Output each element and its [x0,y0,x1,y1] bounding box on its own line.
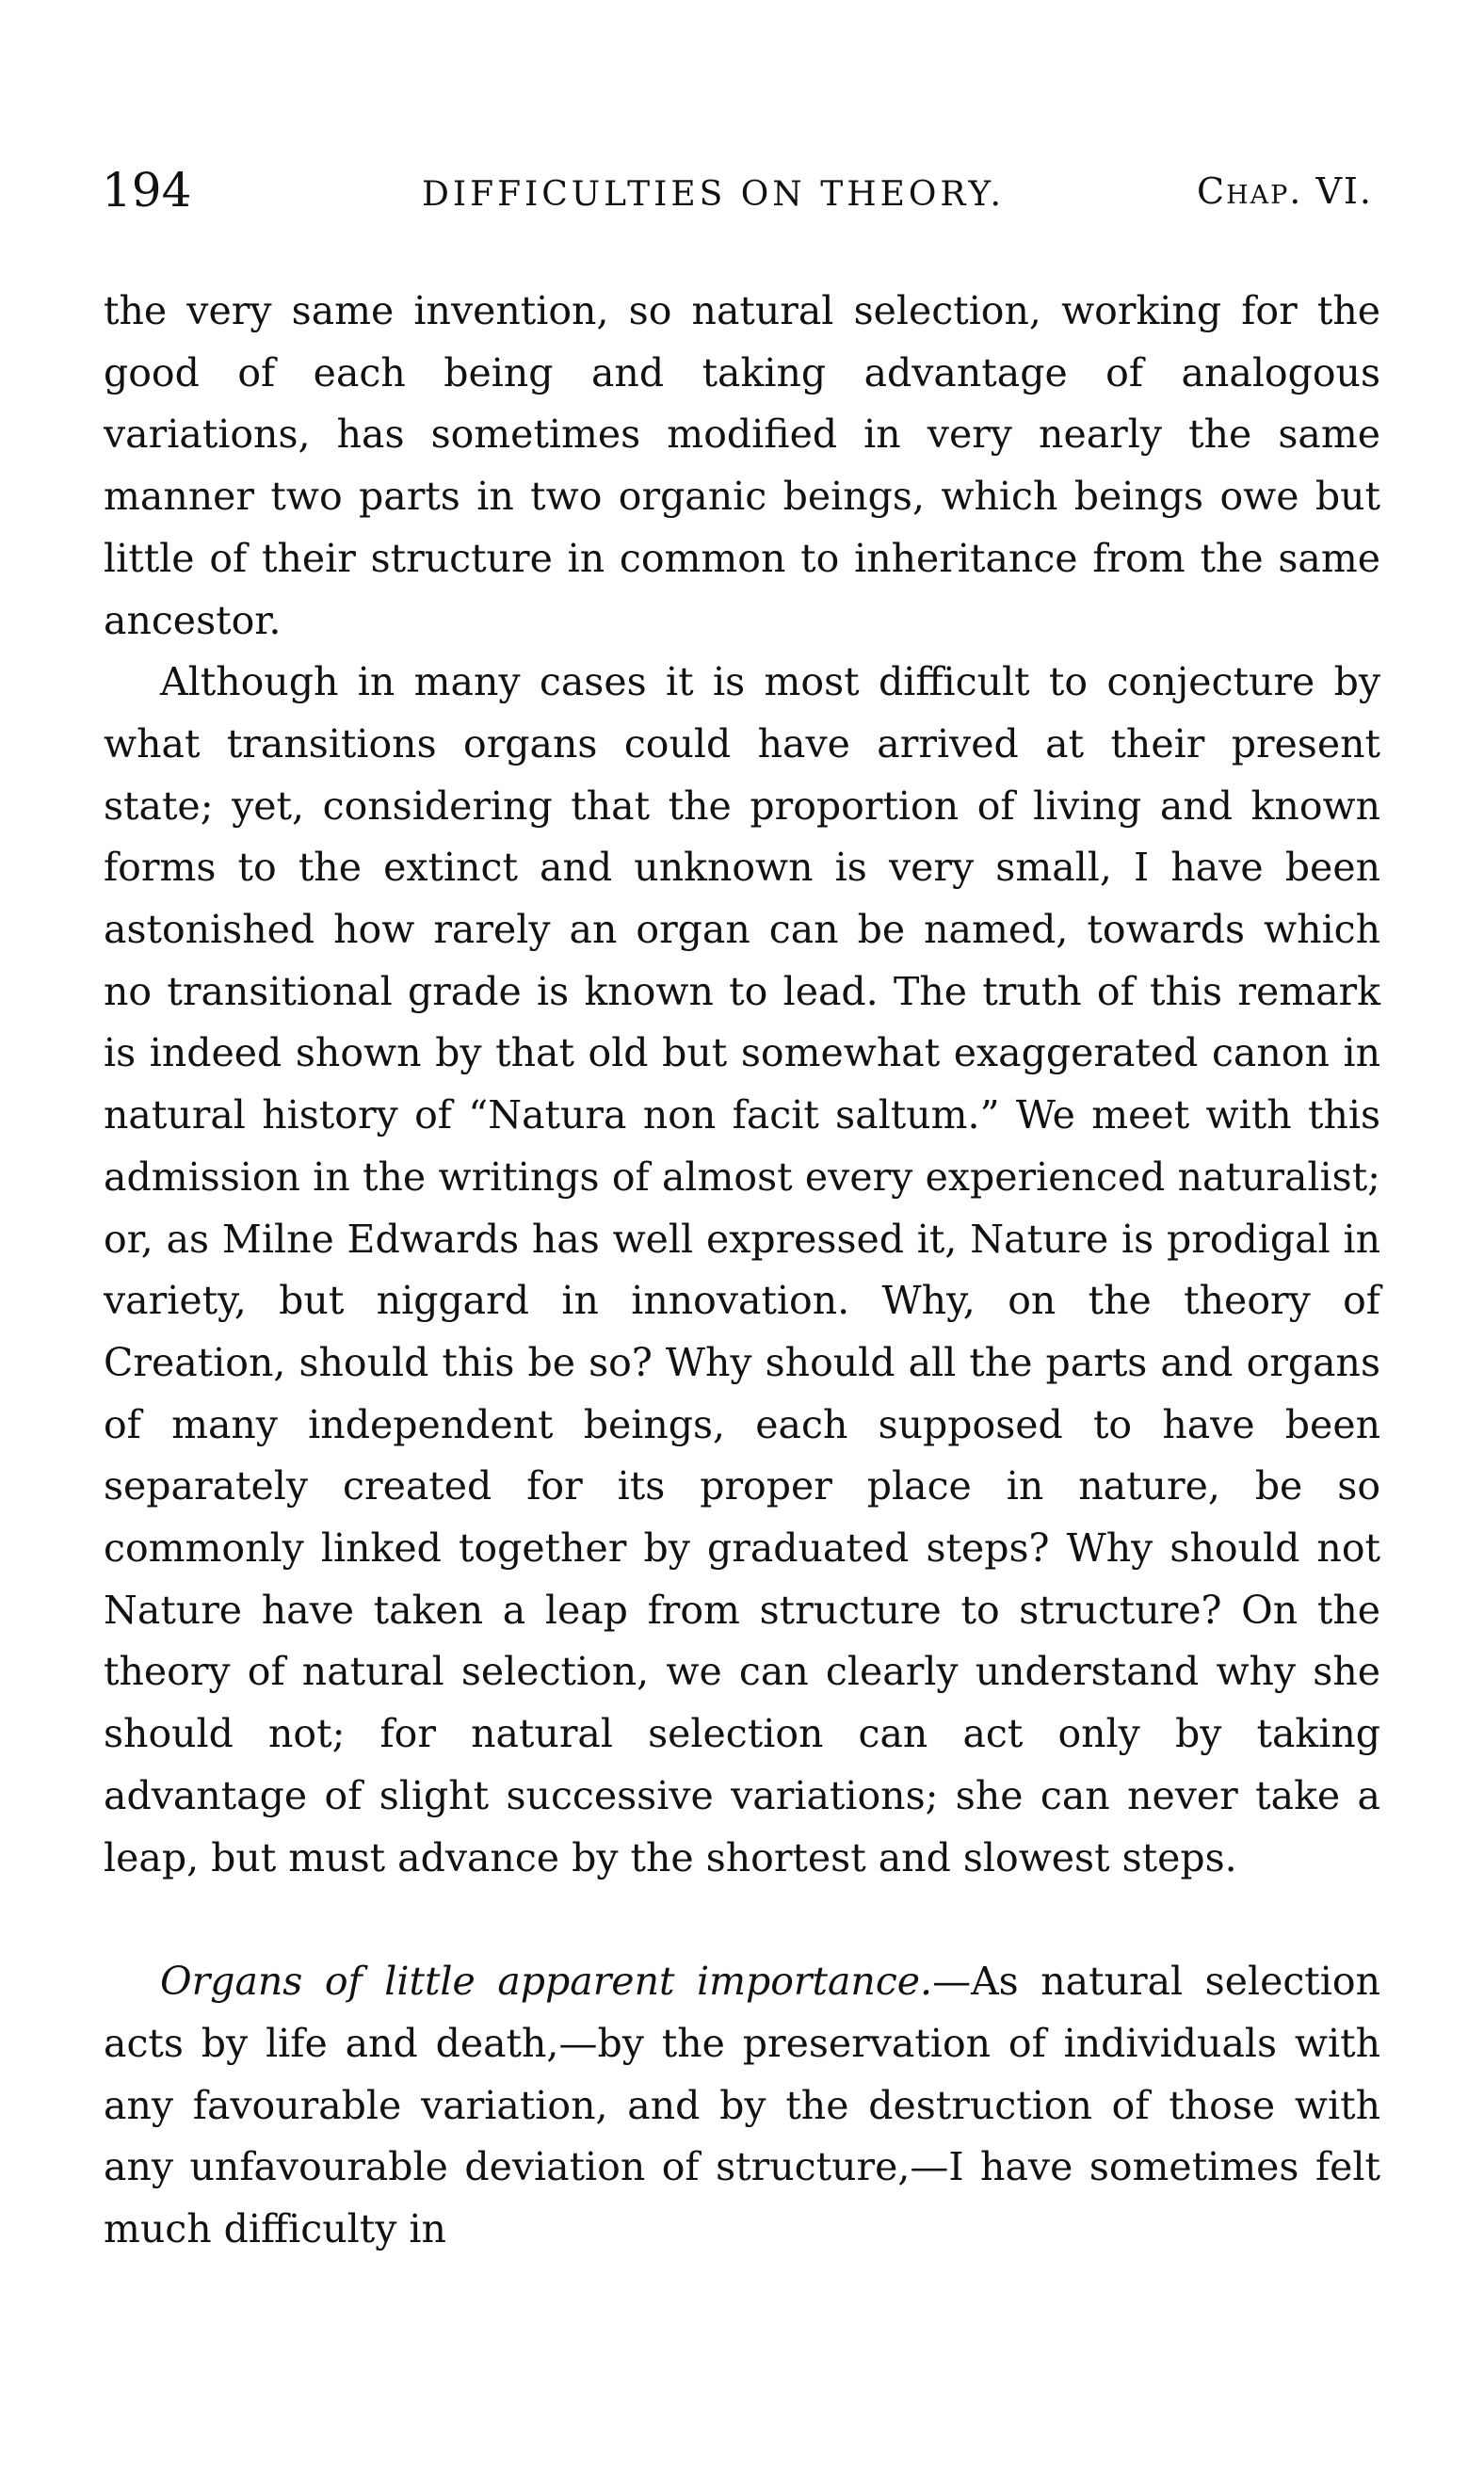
paragraph-transitions: Although in many cases it is most difficult to conjecture by what transitions organs could have arrived at their present state; yet, considering that the proportion of living and known forms to the extinct and unknown is very small, I have been astonished how rarely an organ can be named, towards which no transitional grade is known to lead. The truth of this remark is indeed shown by that old but somewhat exaggerated canon in natural history of “Natura non facit saltum.” We meet with this admission in the writings of almost every experienced naturalist; or, as Milne Edwards has well expressed it, Nature is prodigal in variety, but niggard in innovation. Why, on the theory of Creation, should this be so? Why should all the parts and organs of many independent beings, each supposed to have been separately created for its proper place in nature, be so commonly linked together by graduated steps? Why should not Nature have taken a leap from structure to structure? On the theory of natural selection, we can clearly understand why she should not; for natural selection can act only by taking advantage of slight successive variations; she can never take a leap, but must advance by the shortest and slowest steps. [104,659,1380,1880]
body-text [104,281,1380,2261]
section-spacer [104,1889,1380,1951]
page-header [102,162,1373,228]
chapter-label: Chap. VI. [1197,170,1373,212]
paragraph-continuation: the very same invention, so natural selection, working for the good of each being and taking advantage of analogous variations, has sometimes modified in very nearly the same manner two parts in two organic beings, which beings owe but little of their structure in common to inheritance from the same ancestor. [104,288,1380,643]
section-paragraph [104,1951,1380,2261]
running-title: DIFFICULTIES ON THEORY. [422,175,1005,214]
page-number: 194 [102,163,192,218]
section-heading: Organs of little apparent importance. [160,1959,933,2005]
section-text: —As natural selection acts by life and death,—by the preservation of individuals with any favourable variation, and by the destruction of those with any unfavourable deviation of structure,—I have sometimes felt much difficulty in [104,1959,1380,2252]
